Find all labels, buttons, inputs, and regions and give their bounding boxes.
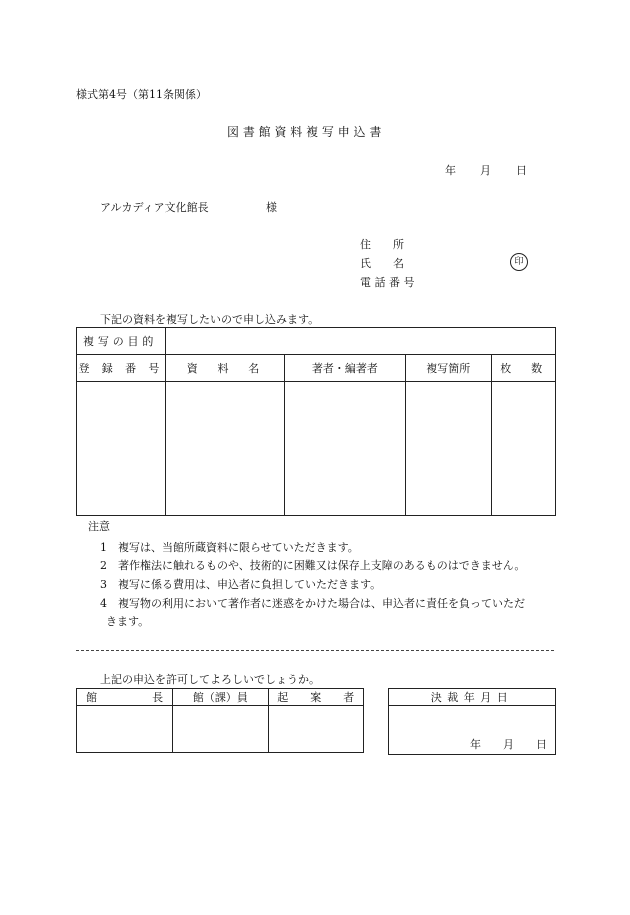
approval-cell-staff[interactable] [173, 706, 268, 753]
intro-text: 下記の資料を複写したいので申し込みます。 [100, 313, 320, 326]
request-table [76, 327, 556, 516]
note-number: 3 [100, 578, 107, 591]
header-page-count: 枚 数 [491, 355, 555, 382]
approval-question: 上記の申込を許可してよろしいでしょうか。 [100, 673, 320, 686]
header-material-name: 資 料 名 [166, 355, 285, 382]
cell-page-count[interactable] [491, 382, 555, 516]
note-item [100, 539, 359, 555]
note-item [100, 557, 525, 573]
approval-cell-director[interactable] [77, 706, 173, 753]
note-number: 2 [100, 559, 107, 572]
note-text: 著作権法に触れるものや、技術的に困難又は保存上支障のあるものはできません。 [118, 559, 526, 572]
note-item [100, 576, 381, 592]
addressee-name: アルカディア文化館長 [100, 201, 209, 214]
applicant-name-label: 氏 名 [360, 257, 404, 270]
approval-header-director: 館 長 [77, 689, 173, 706]
cell-author[interactable] [285, 382, 406, 516]
approval-header-drafter: 起 案 者 [268, 689, 363, 706]
notes-heading: 注意 [88, 520, 110, 533]
form-number: 様式第4号（第11条関係） [76, 88, 207, 101]
header-registration-number: 登 録 番 号 [77, 355, 166, 382]
header-author: 著者・編著者 [285, 355, 406, 382]
seal-mark: 印 [510, 253, 528, 271]
cell-copy-section[interactable] [405, 382, 491, 516]
applicant-address-label: 住 所 [360, 238, 404, 251]
note-text-continued: きます。 [106, 615, 150, 628]
header-copy-section: 複写箇所 [405, 355, 491, 382]
approval-table [76, 688, 364, 753]
decision-header: 決裁年月日 [389, 689, 556, 706]
applicant-phone-label: 電 話 番 号 [360, 276, 415, 289]
header-row [77, 355, 556, 382]
form-title: 図 書 館 資 料 複 写 申 込 書 [227, 125, 382, 139]
decision-table [388, 688, 556, 755]
note-number: 4 [100, 597, 107, 610]
cut-line [76, 650, 554, 651]
note-text: 複写は、当館所蔵資料に限らせていただきます。 [118, 541, 359, 554]
decision-date[interactable]: 年 月 日 [389, 706, 556, 755]
purpose-label: 複写の目的 [77, 328, 166, 355]
date-day-label: 日 [516, 164, 527, 177]
cell-registration-number[interactable] [77, 382, 166, 516]
date-year-label: 年 [445, 164, 456, 177]
approval-cell-drafter[interactable] [268, 706, 363, 753]
note-number: 1 [100, 541, 107, 554]
date-month-label: 月 [480, 164, 491, 177]
note-text: 複写物の利用において著作者に迷惑をかけた場合は、申込者に責任を負っていただ [118, 597, 525, 610]
note-text: 複写に係る費用は、申込者に負担していただきます。 [118, 578, 382, 591]
purpose-field[interactable] [166, 328, 556, 355]
purpose-row [77, 328, 556, 355]
addressee-honorific: 様 [266, 201, 277, 214]
cell-material-name[interactable] [166, 382, 285, 516]
note-item [100, 595, 525, 611]
approval-header-staff: 館（課）員 [173, 689, 268, 706]
entry-row [77, 382, 556, 516]
